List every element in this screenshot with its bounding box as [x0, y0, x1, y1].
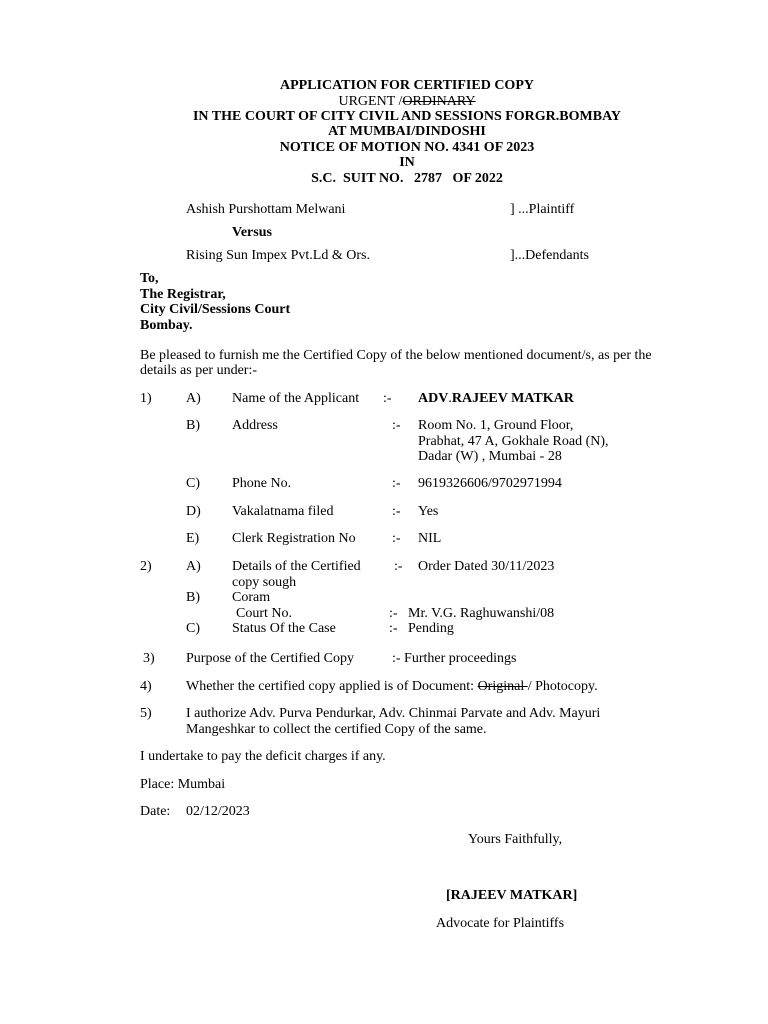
court-name: IN THE COURT OF CITY CIVIL AND SESSIONS FORGR.BOMBAY	[192, 109, 622, 124]
versus-label: Versus	[232, 225, 272, 240]
urgency-struck: ORDINARY	[402, 94, 476, 109]
urgency-line	[0, 94, 768, 110]
case-status-sep: :-	[389, 621, 398, 636]
request-line-1: Be pleased to furnish me the Certified Copy of the below mentioned document/s, as per the	[140, 348, 652, 363]
applicant-name-sep: :-	[383, 391, 392, 406]
vakalatnama-sep: :-	[392, 504, 401, 519]
signatory-name: [RAJEEV MATKAR]	[446, 888, 578, 903]
item-1d-label: D)	[186, 504, 201, 519]
item-2c-label: C)	[186, 621, 200, 636]
item-number-1: 1)	[140, 391, 152, 406]
court-no-field: Court No.	[236, 606, 292, 621]
certified-copy-details-sep: :-	[394, 559, 403, 574]
item-2a-label: A)	[186, 559, 201, 574]
plaintiff-name: Ashish Purshottam Melwani	[186, 202, 346, 217]
document-type-suffix: / Photocopy.	[527, 679, 598, 694]
purpose-value: :- Further proceedings	[392, 651, 517, 666]
certified-copy-details-value: Order Dated 30/11/2023	[418, 559, 555, 574]
request-line-2: details as per under:-	[140, 363, 258, 378]
applicant-prefix: ADV	[418, 391, 449, 406]
in-word: IN	[399, 155, 415, 170]
court-location: AT MUMBAI/DINDOSHI	[328, 124, 486, 139]
date-value: 02/12/2023	[186, 804, 250, 819]
clerk-registration-value: NIL	[418, 531, 442, 546]
undertaking: I undertake to pay the deficit charges if any.	[140, 749, 386, 764]
suit-number: S.C. SUIT NO. 2787 OF 2022	[311, 171, 503, 186]
address-line-1: Room No. 1, Ground Floor,	[418, 418, 574, 433]
certified-copy-details-field-2: copy sough	[232, 575, 297, 590]
item-number-5: 5)	[140, 706, 152, 721]
item-number-4: 4)	[140, 679, 152, 694]
clerk-registration-sep: :-	[392, 531, 401, 546]
plaintiff-role: ] ...Plaintiff	[510, 202, 575, 217]
addressee-city: Bombay.	[140, 318, 193, 333]
addressee-to: To,	[140, 271, 159, 286]
authorization-line-2: Mangeshkar to collect the certified Copy of the same.	[186, 722, 487, 737]
yours-faithfully: Yours Faithfully,	[468, 832, 563, 847]
applicant-name-value	[418, 391, 574, 407]
addressee-registrar: The Registrar,	[140, 287, 226, 302]
item-1c-label: C)	[186, 476, 200, 491]
place: Place: Mumbai	[140, 777, 226, 792]
applicant-name: RAJEEV MATKAR	[451, 391, 574, 406]
certified-copy-details-field: Details of the Certified	[232, 559, 361, 574]
address-line-3: Dadar (W) , Mumbai - 28	[418, 449, 562, 464]
urgency-prefix: URGENT /	[338, 94, 403, 109]
vakalatnama-field: Vakalatnama filed	[232, 504, 334, 519]
addressee-court: City Civil/Sessions Court	[140, 302, 291, 317]
document-type-prefix: Whether the certified copy applied is of Document:	[186, 679, 478, 694]
defendant-role: ]...Defendants	[510, 248, 589, 263]
date-label: Date:	[140, 804, 171, 819]
item-2b-label: B)	[186, 590, 200, 605]
item-1e-label: E)	[186, 531, 200, 546]
address-sep: :-	[392, 418, 401, 433]
item-number-3: 3)	[143, 651, 155, 666]
item-number-2: 2)	[140, 559, 152, 574]
clerk-registration-field: Clerk Registration No	[232, 531, 356, 546]
document-title: APPLICATION FOR CERTIFIED COPY	[280, 78, 534, 93]
phone-value: 9619326606/9702971994	[418, 476, 562, 491]
case-status-value: Pending	[408, 621, 454, 636]
signatory-designation: Advocate for Plaintiffs	[436, 916, 565, 931]
coram-value: Mr. V.G. Raghuwanshi/08	[408, 606, 555, 621]
coram-field: Coram	[232, 590, 271, 605]
case-status-field: Status Of the Case	[232, 621, 336, 636]
purpose-field: Purpose of the Certified Copy	[186, 651, 354, 666]
authorization-line-1: I authorize Adv. Purva Pendurkar, Adv. Chinmai Parvate and Adv. Mayuri	[186, 706, 601, 721]
vakalatnama-value: Yes	[418, 504, 439, 519]
coram-sep: :-	[389, 606, 398, 621]
document-type-struck: Original	[477, 679, 528, 694]
address-line-2: Prabhat, 47 A, Gokhale Road (N),	[418, 434, 609, 449]
motion-number: NOTICE OF MOTION NO. 4341 OF 2023	[279, 140, 535, 155]
phone-field: Phone No.	[232, 476, 292, 491]
document-type-line	[186, 679, 598, 695]
item-1a-label: A)	[186, 391, 201, 406]
applicant-name-field: Name of the Applicant	[232, 391, 360, 406]
defendant-name: Rising Sun Impex Pvt.Ld & Ors.	[186, 248, 370, 263]
address-field: Address	[232, 418, 278, 433]
phone-sep: :-	[392, 476, 401, 491]
applicant-dot: .	[448, 391, 452, 406]
item-1b-label: B)	[186, 418, 200, 433]
